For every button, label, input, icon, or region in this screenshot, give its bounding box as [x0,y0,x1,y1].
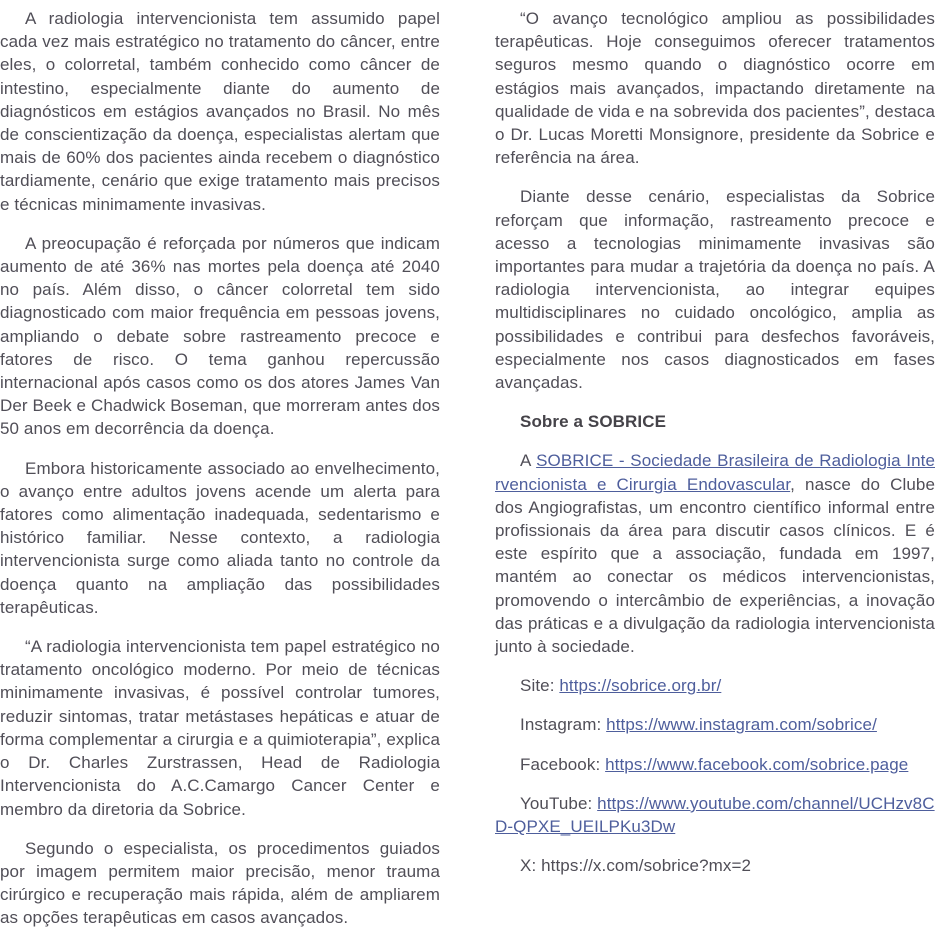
paragraph-intro: A radiologia intervencionista tem assumido papel cada vez mais estratégico no tratamento do câncer, entre eles, o colorretal, também conhecido como câncer de intestino, especialmente diante do aumento de diagnósticos em estágios avançados no Brasil. No mês de conscientização da doença, especialistas alertam que mais de 60% dos pacientes ainda recebem o diagnóstico tardiamente, cenário que exige tratamento mais precisos e técnicas minimamente invasivas. [0,9,440,214]
paragraph-risk-factors: Embora historicamente associado ao envelhecimento, o avanço entre adultos jovens acende um alerta para fatores como alimentação inadequada, sedentarismo e histórico familiar. Nesse contexto, a radiologia intervencionista surge como aliada tanto no controle da doença quanto na ampliação das possibilidades terapêuticas. [0,458,440,617]
right-column [495,7,935,946]
paragraph-sobrice-specialists: Diante desse cenário, especialistas da Sobrice reforçam que informação, rastreamento precoce e acesso a tecnologias minimamente invasivas são importantes para mudar a trajetória da doença no país. A radiologia intervencionista, ao integrar equipes multidisciplinares no cuidado oncológico, amplia as possibilidades e contribui para desfechos favoráveis, especialmente nos casos diagnosticados em fases avançadas. [495,187,935,393]
paragraph-quote-zurstrassen: “A radiologia intervencionista tem papel estratégico no tratamento oncológico moderno. Por meio de técnicas minimamente invasivas, é possível controlar tumores, reduzir sintomas, tratar metástases hepáticas e atuar de forma complementar a cirurgia e a quimioterapia”, explica o Dr. Charles Zurstrassen, Head de Radiologia Intervencionista do A.C.Camargo Cancer Center e membro da diretoria da Sobrice. [0,637,440,819]
paragraph-about-sobrice [495,449,935,658]
facebook-link-row [495,753,935,776]
youtube-label: YouTube: [520,793,598,813]
site-label: Site: [520,676,560,696]
site-link[interactable]: https://sobrice.org.br/ [559,676,722,696]
youtube-link-row [495,792,935,838]
paragraph-quote-monsignore: “O avanço tecnológico ampliou as possibilidades terapêuticas. Hoje conseguimos oferecer tratamentos seguros mesmo quando o diagnóstico ocorre em estágios mais avançados, impactando diretamente na qualidade de vida e na sobrevida dos pacientes”, destaca o Dr. Lucas Moretti Monsignore, presidente da Sobrice e referência na área. [495,9,935,168]
instagram-link-row [495,713,935,736]
section-heading-sobre-a-sobrice: Sobre a SOBRICE [520,412,667,432]
paragraph-statistics: A preocupação é reforçada por números que indicam aumento de até 36% nas mortes pela doença até 2040 no país. Além disso, o câncer colorretal tem sido diagnosticado com maior frequência em pessoas jovens, ampliando o debate sobre rastreamento precoce e fatores de risco. O tema ganhou repercussão internacional após casos como os dos atores James Van Der Beek e Chadwick Boseman, que morreram antes dos 50 anos em decorrência da doença. [0,233,440,439]
instagram-link[interactable]: https://www.instagram.com/sobrice/ [606,715,877,735]
instagram-label: Instagram: [520,715,607,735]
left-column [0,7,440,946]
x-link-row [495,854,935,877]
facebook-label: Facebook: [520,754,606,774]
x-line-text: X: https://x.com/sobrice?mx=2 [520,856,752,876]
facebook-link[interactable]: https://www.facebook.com/sobrice.page [605,754,909,774]
sobrice-society-link[interactable]: SOBRICE - Sociedade Brasileira de Radiologia Intervencionista e Cirurgia Endovascular [495,451,935,494]
youtube-link[interactable]: https://www.youtube.com/channel/UCHzv8CD-QPXE_UEILPKu3Dw [495,793,935,837]
site-link-row [495,674,935,697]
about-prefix: A [520,451,537,471]
paragraph-procedures: Segundo o especialista, os procedimentos guiados por imagem permitem maior precisão, menor trauma cirúrgico e recuperação mais rápida, além de ampliarem as opções terapêuticas em casos avançados. [0,838,440,928]
about-suffix: , nasce do Clube dos Angiografistas, um encontro científico informal entre profissionais da área para discutir casos clínicos. E é este espírito que a associação, fundada em 1997, mantém ao conectar os médicos intervencionistas, promovendo o intercâmbio de experiências, a inovação das práticas e a divulgação da radiologia intervencionista junto à sociedade. [495,474,935,657]
